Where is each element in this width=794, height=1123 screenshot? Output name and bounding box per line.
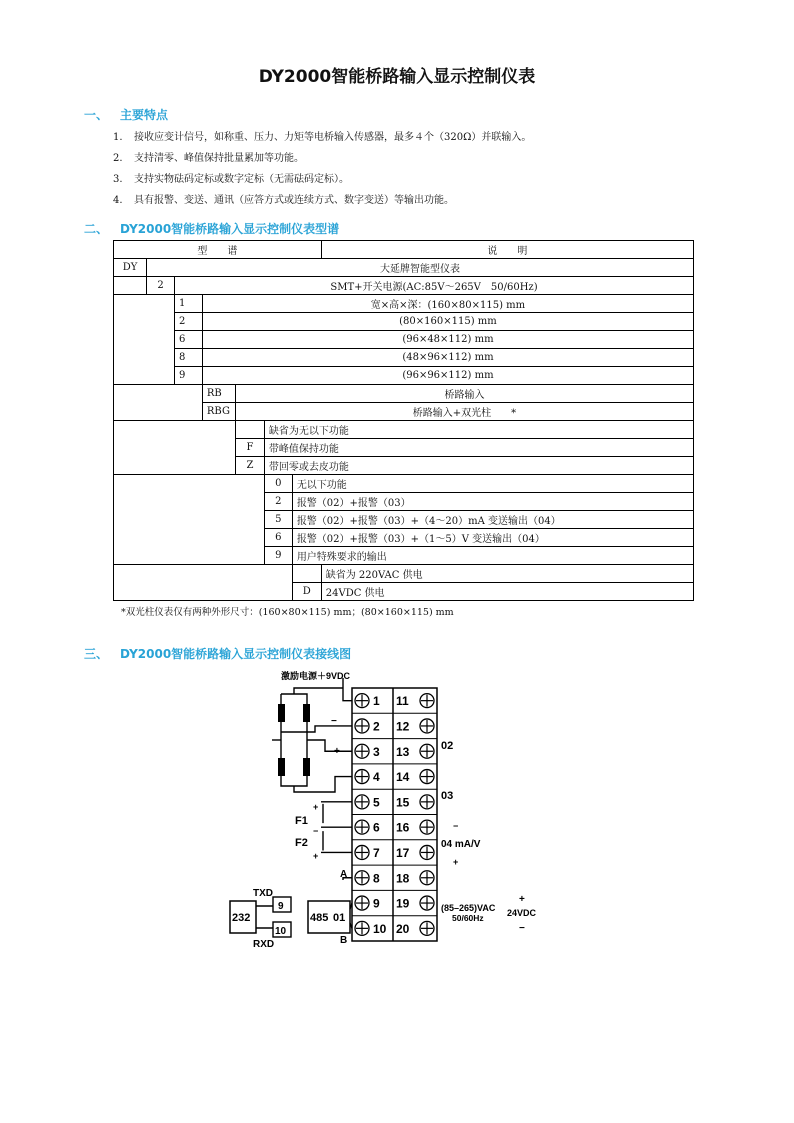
model-spec-table <box>113 240 694 601</box>
minus-sign: − <box>331 716 337 727</box>
item-number: 4. <box>113 195 123 206</box>
b-label: B <box>340 935 348 946</box>
code-cell: 2 <box>174 313 202 331</box>
plus-sign: + <box>334 746 340 757</box>
code-cell <box>292 565 321 583</box>
desc-cell: 宽×高×深：(160×80×115) mm <box>202 295 693 313</box>
terminal-number: 5 <box>373 795 380 810</box>
wire-rs232 <box>256 906 273 928</box>
terminal-number: 16 <box>396 820 410 835</box>
item-number: 1. <box>113 132 123 143</box>
a-label: A <box>340 869 348 880</box>
desc-cell: 大延牌智能型仪表 <box>147 259 694 277</box>
blank-cell <box>114 277 147 295</box>
desc-cell: 缺省为 220VAC 供电 <box>321 565 693 583</box>
item-text: 支持清零、峰值保持批量累加等功能。 <box>134 153 304 164</box>
list-item <box>113 169 531 190</box>
code-cell: RB <box>202 385 235 403</box>
table-row <box>114 421 694 439</box>
section-number: 三、 <box>84 647 109 661</box>
terminal-number: 1 <box>373 694 380 709</box>
f1-label: F1 <box>295 815 308 827</box>
blank-cell <box>114 385 203 421</box>
desc-cell: (96×48×112) mm <box>202 331 693 349</box>
resistor <box>278 704 285 722</box>
table-row <box>114 385 694 403</box>
code-cell: D <box>292 583 321 601</box>
item-text: 支持实物砝码定标或数字定标（无需砝码定标）。 <box>134 174 349 185</box>
code-cell: 9 <box>264 547 292 565</box>
screw-icon <box>355 694 369 708</box>
screw-icon <box>420 871 434 885</box>
section-title: DY2000智能桥路输入显示控制仪表接线图 <box>120 647 352 661</box>
table-row <box>114 475 694 493</box>
terminal-number: 18 <box>396 871 410 886</box>
desc-cell: 报警（02）+报警（03） <box>292 493 693 511</box>
plus-sign: + <box>313 851 319 861</box>
relay-02-label: 02 <box>441 740 454 752</box>
rs485-address-label: 01 <box>333 912 346 924</box>
wiring-diagram <box>225 666 555 956</box>
plus-sign: + <box>313 802 319 812</box>
terminal-number: 13 <box>396 744 410 759</box>
terminal-number: 14 <box>396 770 410 785</box>
desc-cell: 24VDC 供电 <box>321 583 693 601</box>
screw-icon <box>355 871 369 885</box>
code-cell: Z <box>235 457 264 475</box>
screw-icon <box>420 845 434 859</box>
table-row <box>114 313 694 331</box>
screw-icon <box>355 795 369 809</box>
terminal-number: 19 <box>396 896 410 911</box>
section-heading-wiring <box>84 645 351 662</box>
screw-icon <box>420 694 434 708</box>
terminal-number: 10 <box>373 921 387 936</box>
desc-cell: 报警（02）+报警（03）+（4～20）mA 变送输出（04） <box>292 511 693 529</box>
terminal-10-label: 10 <box>275 926 287 937</box>
terminal-number: 8 <box>373 871 380 886</box>
wire-signal-minus <box>281 726 352 740</box>
screw-icon <box>355 770 369 784</box>
code-cell: 0 <box>264 475 292 493</box>
section-title: DY2000智能桥路输入显示控制仪表型谱 <box>120 222 340 236</box>
table-row <box>114 367 694 385</box>
terminal-number: 7 <box>373 845 380 860</box>
rxd-label: RXD <box>253 939 275 950</box>
section-number: 一、 <box>84 108 109 122</box>
desc-cell: SMT+开关电源(AC:85V～265V 50/60Hz) <box>174 277 693 295</box>
plus-sign: + <box>519 894 525 905</box>
desc-cell: 无以下功能 <box>292 475 693 493</box>
desc-cell: (48×96×112) mm <box>202 349 693 367</box>
item-text: 具有报警、变送、通讯（应答方式或连续方式、数字变送）等输出功能。 <box>134 195 454 206</box>
header-description: 说 明 <box>321 241 693 259</box>
code-cell: 8 <box>174 349 202 367</box>
resistor <box>303 758 310 776</box>
section-heading-features <box>84 106 168 123</box>
table-row <box>114 259 694 277</box>
ac-voltage-label: (85–265)VAC <box>441 903 496 913</box>
footnote: *双光柱仪表仅有两种外形尺寸：(160×80×115) mm；(80×160×115) mm <box>121 607 454 618</box>
rs485-label: 485 <box>310 912 329 924</box>
code-cell: F <box>235 439 264 457</box>
screw-icon <box>355 820 369 834</box>
terminal-number: 11 <box>396 694 409 709</box>
desc-cell: 桥路输入+双光柱 * <box>235 403 693 421</box>
desc-cell: 报警（02）+报警（03）+（1～5）V 变送输出（04） <box>292 529 693 547</box>
item-number: 3. <box>113 174 123 185</box>
desc-cell: (96×96×112) mm <box>202 367 693 385</box>
table-header-row <box>114 241 694 259</box>
blank-cell <box>114 565 293 601</box>
table-row <box>114 565 694 583</box>
code-cell: 2 <box>147 277 175 295</box>
terminal-9-label: 9 <box>278 901 284 912</box>
screw-icon <box>420 719 434 733</box>
desc-cell: 用户特殊要求的输出 <box>292 547 693 565</box>
table-row <box>114 349 694 367</box>
wire-excitation-return <box>294 777 352 792</box>
wire-signal-plus <box>307 740 352 751</box>
terminal-number: 6 <box>373 820 380 835</box>
table-row <box>114 277 694 295</box>
table-row <box>114 331 694 349</box>
plus-sign: + <box>453 857 459 867</box>
relay-03-label: 03 <box>441 790 454 802</box>
section-title: 主要特点 <box>120 108 169 122</box>
page-title: DY2000智能桥路输入显示控制仪表 <box>258 67 536 87</box>
dc-voltage-label: 24VDC <box>507 908 537 918</box>
wire-excitation <box>343 678 352 701</box>
terminal-number: 17 <box>396 845 410 860</box>
table-row <box>114 295 694 313</box>
desc-cell: 带峰值保持功能 <box>264 439 693 457</box>
code-cell: 1 <box>174 295 202 313</box>
screw-icon <box>420 896 434 910</box>
txd-label: TXD <box>253 888 273 899</box>
header-model: 型 谱 <box>114 241 322 259</box>
blank-cell <box>114 421 236 475</box>
desc-cell: 带回零或去皮功能 <box>264 457 693 475</box>
terminal-number: 15 <box>396 795 410 810</box>
code-cell: 6 <box>264 529 292 547</box>
blank-cell <box>114 295 175 385</box>
screw-icon <box>420 820 434 834</box>
list-item <box>113 127 531 148</box>
minus-sign: − <box>453 821 459 831</box>
blank-cell <box>114 475 265 565</box>
item-number: 2. <box>113 153 123 164</box>
section-heading-model-spectrum <box>84 220 339 237</box>
desc-cell: (80×160×115) mm <box>202 313 693 331</box>
f2-label: F2 <box>295 837 308 849</box>
code-cell: 2 <box>264 493 292 511</box>
desc-cell: 桥路输入 <box>235 385 693 403</box>
section-number: 二、 <box>84 222 109 236</box>
screw-icon <box>355 921 369 935</box>
list-item <box>113 190 531 211</box>
list-item <box>113 148 531 169</box>
terminal-number: 3 <box>373 744 380 759</box>
screw-icon <box>355 896 369 910</box>
screw-icon <box>355 719 369 733</box>
terminal-number: 12 <box>396 719 410 734</box>
terminal-number: 2 <box>373 719 380 734</box>
rs232-label: 232 <box>232 912 251 924</box>
feature-list <box>113 127 531 211</box>
code-cell: 6 <box>174 331 202 349</box>
minus-sign: − <box>313 826 319 836</box>
screw-icon <box>355 845 369 859</box>
terminal-number: 9 <box>373 896 380 911</box>
screw-icon <box>420 770 434 784</box>
code-cell: 5 <box>264 511 292 529</box>
terminal-number: 20 <box>396 921 410 936</box>
code-cell <box>235 421 264 439</box>
resistor <box>303 704 310 722</box>
screw-icon <box>420 744 434 758</box>
item-text: 接收应变计信号，如称重、压力、力矩等电桥输入传感器，最多４个（320Ω）并联输入。 <box>134 132 532 143</box>
frequency-label: 50/60Hz <box>452 913 484 923</box>
desc-cell: 缺省为无以下功能 <box>264 421 693 439</box>
wire-bridge-top <box>294 688 343 694</box>
code-cell: DY <box>114 259 147 277</box>
terminal-block <box>352 688 437 941</box>
output-04-label: 04 mA/V <box>441 839 481 850</box>
terminal-number: 4 <box>373 770 380 785</box>
code-cell: RBG <box>202 403 235 421</box>
code-cell: 9 <box>174 367 202 385</box>
screw-icon <box>420 921 434 935</box>
minus-sign: − <box>519 923 525 934</box>
screw-icon <box>420 795 434 809</box>
excitation-label: 激励电源＋9VDC <box>281 671 351 681</box>
screw-icon <box>355 744 369 758</box>
resistor <box>278 758 285 776</box>
